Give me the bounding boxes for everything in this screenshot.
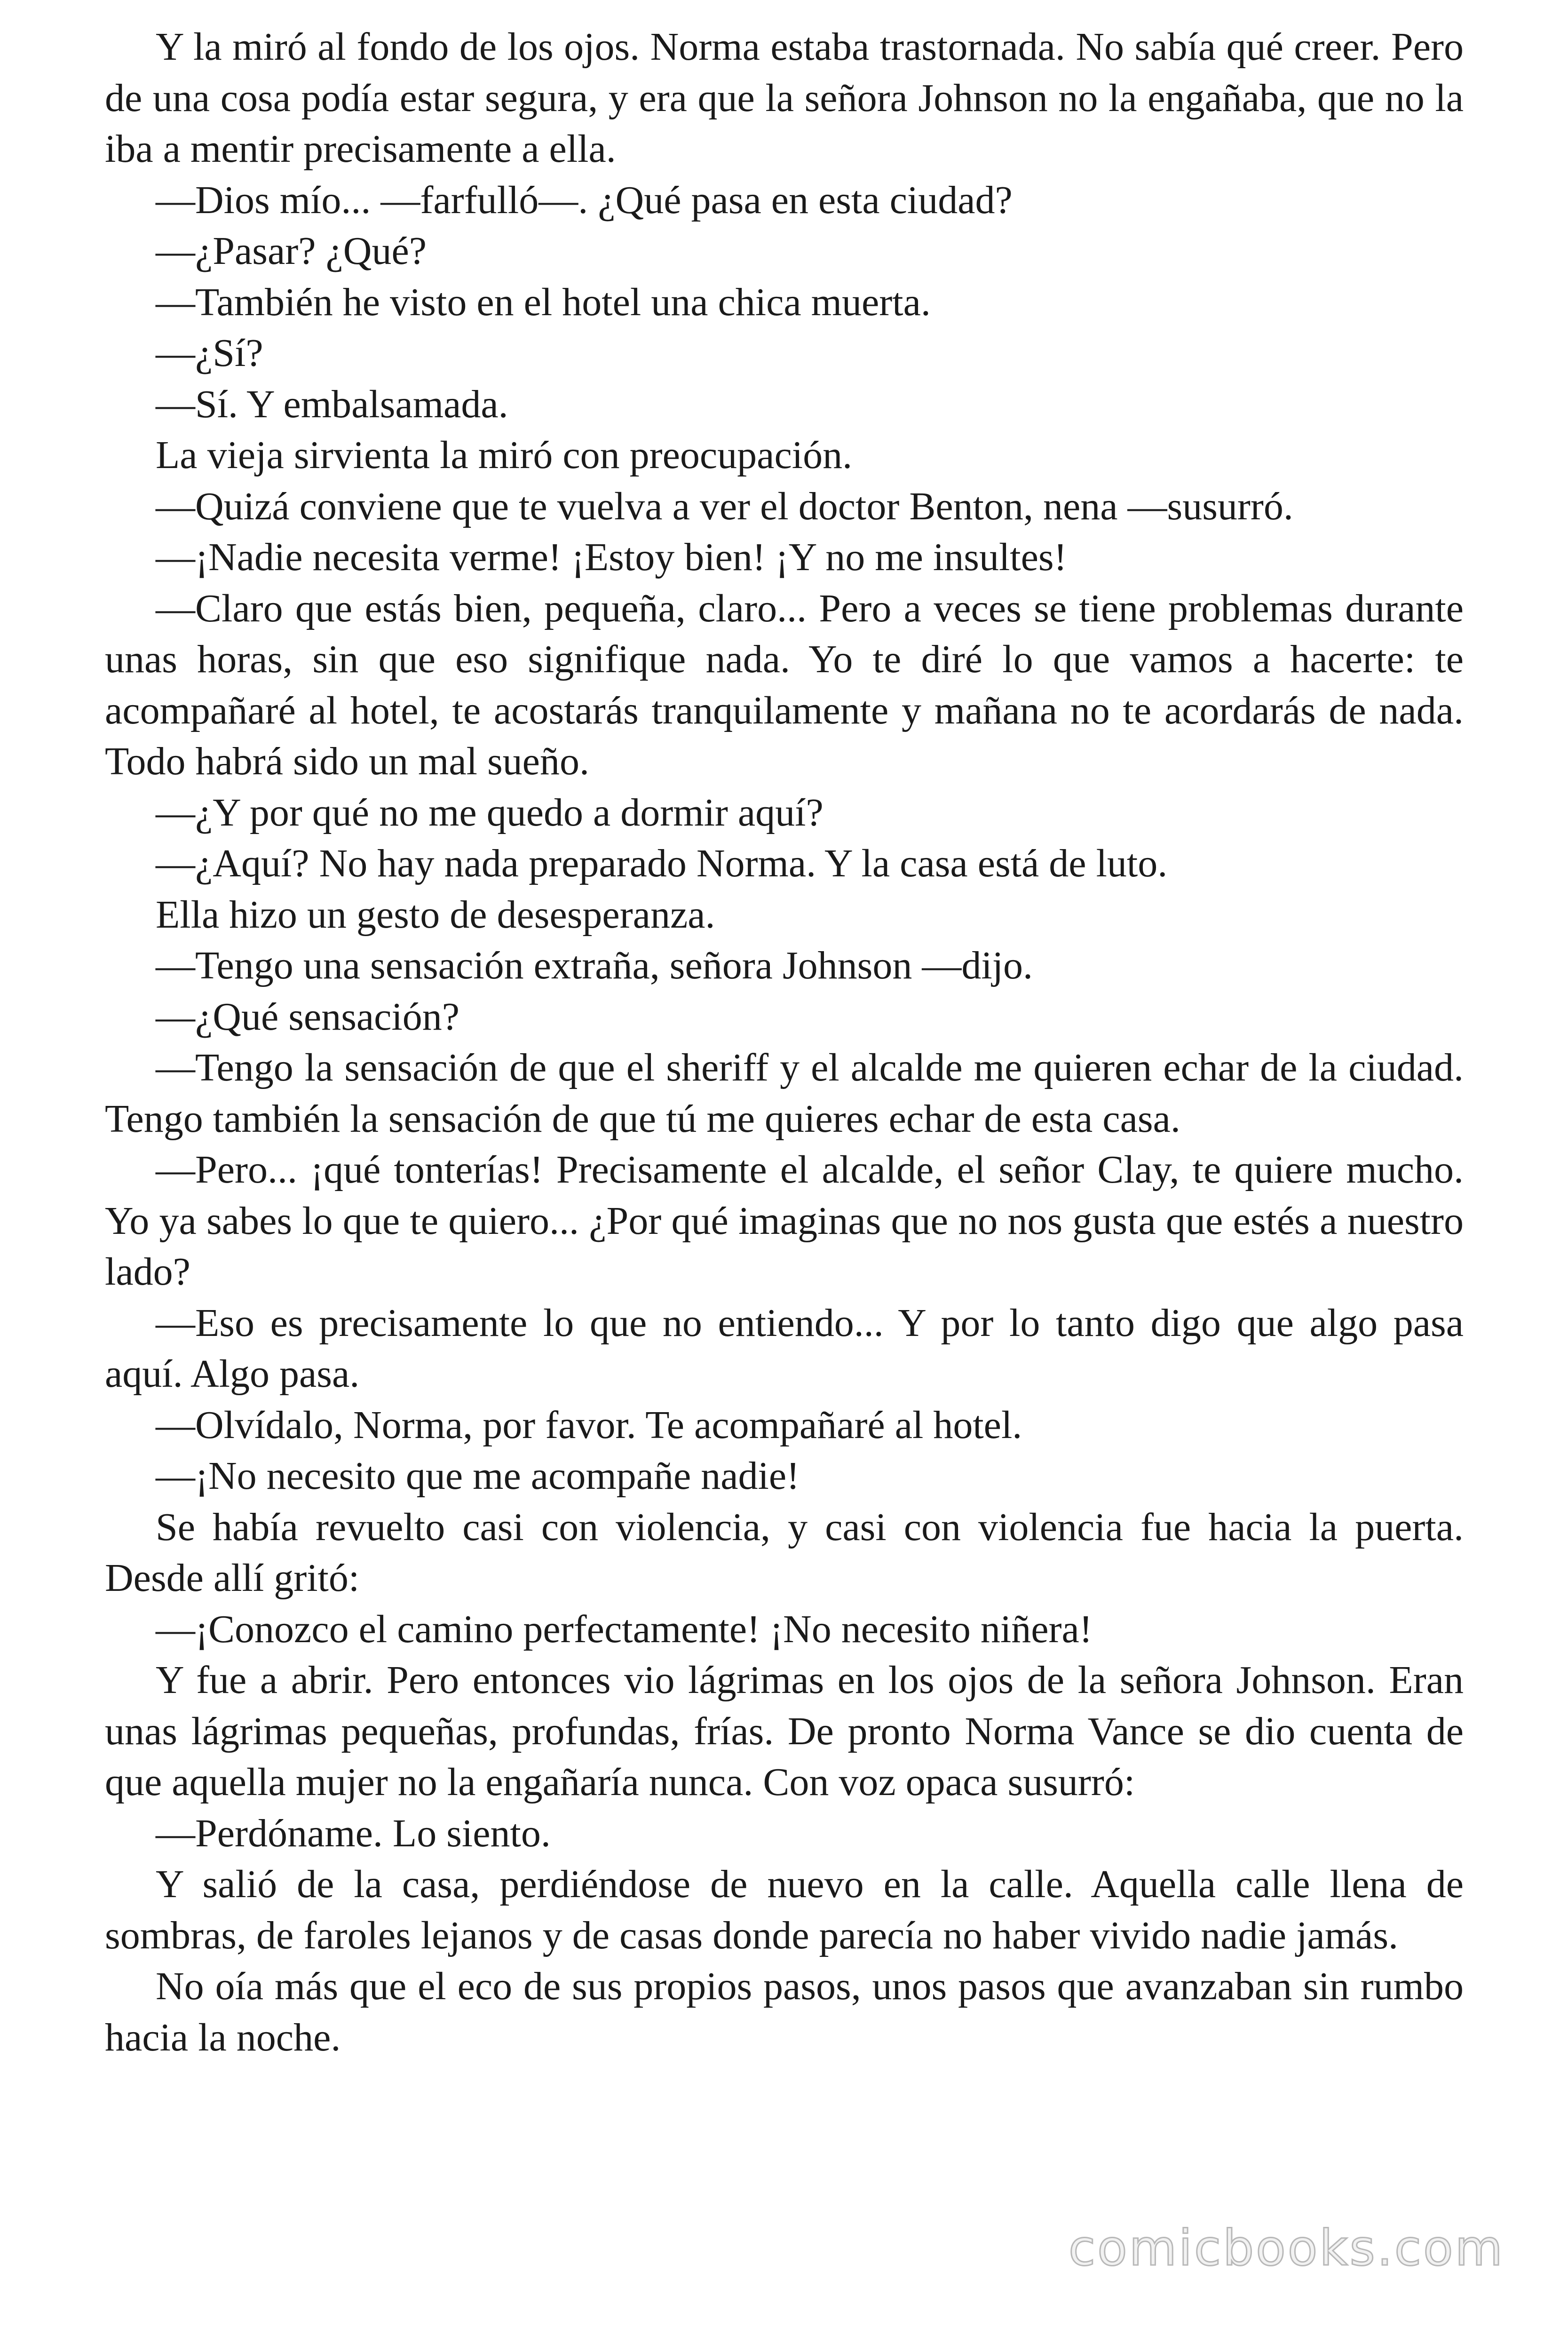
paragraph: Y la miró al fondo de los ojos. Norma estaba trastornada. No sabía qué creer. Pero de una cosa podía estar segura, y era que la señora Johnson no la engañaba, que no la iba a mentir precisamente a ella. [105,25,1464,171]
paragraph: Y fue a abrir. Pero entonces vio lágrimas en los ojos de la señora Johnson. Eran unas lágrimas pequeñas, profundas, frías. De pronto Norma Vance se dio cuenta de que aquella mujer no la engañaría nunca. Con voz opaca susurró: [105,1658,1464,1804]
paragraph: —Tengo una sensación extraña, señora Johnson —dijo. [156,944,1033,987]
paragraph: —Pero... ¡qué tonterías! Precisamente el alcalde, el señor Clay, te quiere mucho. Yo ya sabes lo que te quiero... ¿Por qué imaginas que no nos gusta que estés a nuestro lado? [105,1148,1464,1294]
book-page-text [105,22,1464,2063]
paragraph: —¿Sí? [156,331,263,375]
paragraph: —Olvídalo, Norma, por favor. Te acompañaré al hotel. [156,1403,1022,1447]
paragraph: La vieja sirvienta la miró con preocupación. [156,433,853,477]
paragraph: —¿Qué sensación? [156,994,460,1039]
paragraph: —¡No necesito que me acompañe nadie! [156,1454,800,1498]
paragraph: —Dios mío... —farfulló—. ¿Qué pasa en esta ciudad? [156,178,1013,222]
paragraph: —Quizá conviene que te vuelva a ver el doctor Benton, nena —susurró. [156,484,1293,528]
paragraph: —¿Pasar? ¿Qué? [156,229,427,273]
paragraph: —¡Nadie necesita verme! ¡Estoy bien! ¡Y no me insultes! [156,535,1067,579]
paragraph: Ella hizo un gesto de desesperanza. [156,892,715,937]
paragraph: —¿Aquí? No hay nada preparado Norma. Y la casa está de luto. [156,842,1168,885]
paragraph: —Tengo la sensación de que el sheriff y el alcalde me quieren echar de la ciudad. Tengo también la sensación de que tú me quieres echar de esta casa. [105,1046,1464,1141]
paragraph: No oía más que el eco de sus propios pasos, unos pasos que avanzaban sin rumbo hacia la noche. [105,1964,1464,2059]
paragraph: —Perdóname. Lo siento. [156,1811,551,1855]
paragraph: —Sí. Y embalsamada. [156,382,508,426]
paragraph: Se había revuelto casi con violencia, y casi con violencia fue hacia la puerta. Desde allí gritó: [105,1505,1464,1600]
paragraph: Y salió de la casa, perdiéndose de nuevo en la calle. Aquella calle llena de sombras, de faroles lejanos y de casas donde parecía no haber vivido nadie jamás. [105,1862,1464,1957]
paragraph: —Claro que estás bien, pequeña, claro... Pero a veces se tiene problemas durante unas horas, sin que eso signifique nada. Yo te diré lo que vamos a hacerte: te acompañaré al hotel, te acostarás tranquilamente y mañana no te acordarás de nada. Todo habrá sido un mal sueño. [105,586,1464,783]
paragraph: —¡Conozco el camino perfectamente! ¡No necesito niñera! [156,1607,1093,1651]
site-watermark: comicbooks.com [1068,2219,1505,2277]
paragraph: —Eso es precisamente lo que no entiendo... Y por lo tanto digo que algo pasa aquí. Algo pasa. [105,1301,1464,1396]
paragraph: —También he visto en el hotel una chica muerta. [156,280,931,324]
paragraph: —¿Y por qué no me quedo a dormir aquí? [156,790,824,834]
